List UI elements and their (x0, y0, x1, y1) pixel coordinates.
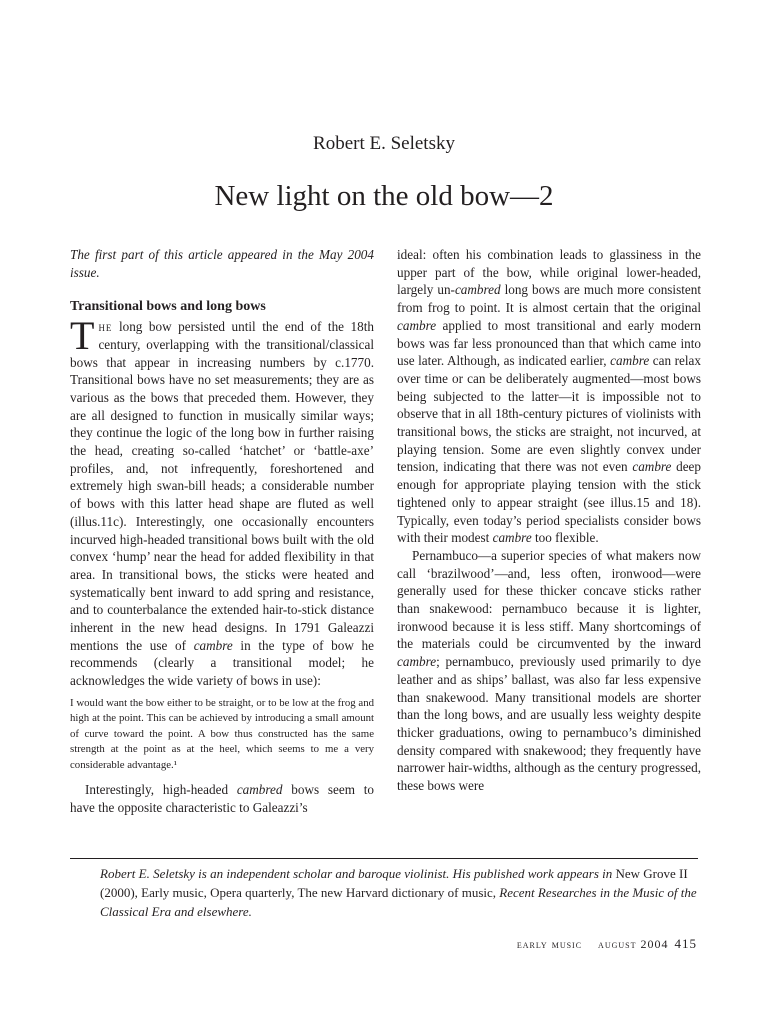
intro-note: The first part of this article appeared in the May 2004 issue. (70, 247, 374, 280)
issue-date: august 2004 (598, 937, 669, 951)
paragraph-4 (397, 547, 701, 795)
footnote-text-roman: New Grove II (2000), Early music, Opera quarterly, The new Harvard dictionary of music, (100, 866, 688, 900)
emphasis: cambre (610, 353, 650, 369)
paragraph-text: Pernambuco—a superior species of what makers now call ‘brazilwood’—and, less often, ironwood—were generally used for these thicker concave sticks rather than snakewood: pernambuco because it is lighter, ironwood because it is less stiff. Many shortcomings of the materials could be circumvented by the inward (397, 547, 701, 652)
emphasis: cambre (632, 459, 672, 475)
author-bio-footnote (100, 864, 698, 921)
paragraph-text: ideal: often his combination leads to glassiness in the upper part of the bow, while original lower-headed, largely un- (397, 247, 701, 298)
paragraph-text: long bows are much more consistent from frog to point. It is almost certain that the original (397, 282, 701, 316)
emphasis: cambre (492, 530, 532, 546)
paragraph-text: too flexible. (531, 530, 599, 546)
paragraph-text: Interestingly, high-headed (85, 781, 237, 797)
paragraph-3 (397, 246, 701, 547)
emphasis: cambre (397, 654, 437, 670)
footnote-text: Robert E. Seletsky is an independent scholar and baroque violinist. His published work appears in (100, 866, 616, 881)
paragraph-1 (70, 313, 374, 690)
paragraph-2 (70, 781, 374, 816)
drop-cap: T (70, 313, 95, 359)
footnote-divider (70, 858, 698, 859)
article-title: New light on the old bow—2 (214, 180, 554, 212)
right-column (397, 246, 701, 795)
emphasis: cambre (193, 637, 233, 653)
paragraph-text: long bow persisted until the end of the 18th century, overlapping with the transitional/classical bows that appear in increasing numbers by c.1770. Transitional bows have no set measurements; they are as various as the bows that preceded them. However, they are all designed to function in musically similar ways; they continue the logic of the long bow in further raising the head, creating so-called ‘hatchet’ or ‘battle-axe’ profiles, and, not infrequently, foreshortened and extremely high swan-bill heads; a considerable number of bows with this latter head shape are fluted as well (illus.11c). Interestingly, one occasionally encounters incurved high-headed transitional bows built with the old convex ‘hump’ near the head for added flexibility in that area. In transitional bows, the sticks were heated and systematically bent inward to add spring and resistance, and to counterbalance the extended hair-to-stick distance inherent in the new head designs. In 1791 Galeazzi mentions the use of (70, 319, 374, 653)
paragraph-text: can relax over time or can be deliberately augmented—most bows being subjected to the latter—it is impossible not to observe that in all 18th-century pictures of violinists with transitional bows, the sticks are straight, not incurved, at playing tension. Some are even slightly convex under tension, indicating that there was not even (397, 353, 701, 475)
running-footer (517, 936, 697, 952)
emphasis: cambre (397, 317, 437, 333)
left-column (70, 246, 374, 816)
paragraph-text: deep enough for appropriate playing tension with the stick tightened only to appear straight (see illus.15 and 18). Typically, even today’s period specialists consider bows with their modest (397, 459, 701, 546)
paragraph-text: applied to most transitional and early modern bows was far less pronounced than that which came into use later. Although, as indicated earlier, (397, 317, 701, 369)
small-caps-lead: he (98, 319, 113, 335)
page-number: 415 (674, 936, 697, 951)
paragraph-text: ; pernambuco, previously used primarily to dye leather and as ships’ ballast, was also far less expensive than snakewood. Many transitional models are shorter than the long bows, and are usually less weighty despite thicker graduations, owing to pernambuco’s diminished density compared with snakewood; they frequently have narrower hair-widths, although as the century progressed, these bows were (397, 654, 701, 794)
paragraph-text: in the type of bow he recommends (clearly a transitional model; he acknowledges the wide variety of bows in use): (70, 637, 374, 689)
paragraph-text: bows seem to have the opposite characteristic to Galeazzi’s (70, 781, 374, 815)
footnote-text: Recent Researches in the Music of the Classical Era and elsewhere. (100, 885, 697, 919)
emphasis: cambred (236, 781, 283, 797)
emphasis: cambred (454, 282, 501, 298)
section-heading: Transitional bows and long bows (70, 299, 266, 315)
block-quote: I would want the bow either to be straight, or to be low at the frog and high at the point. This can be achieved by introducing a small amount of curve toward the point. A bow thus constructed has the same strength at the point as at the heel, which seems to me a very considerable advantage.¹ (70, 696, 374, 771)
author-name: Robert E. Seletsky (313, 133, 455, 154)
journal-name: early music (516, 937, 583, 951)
